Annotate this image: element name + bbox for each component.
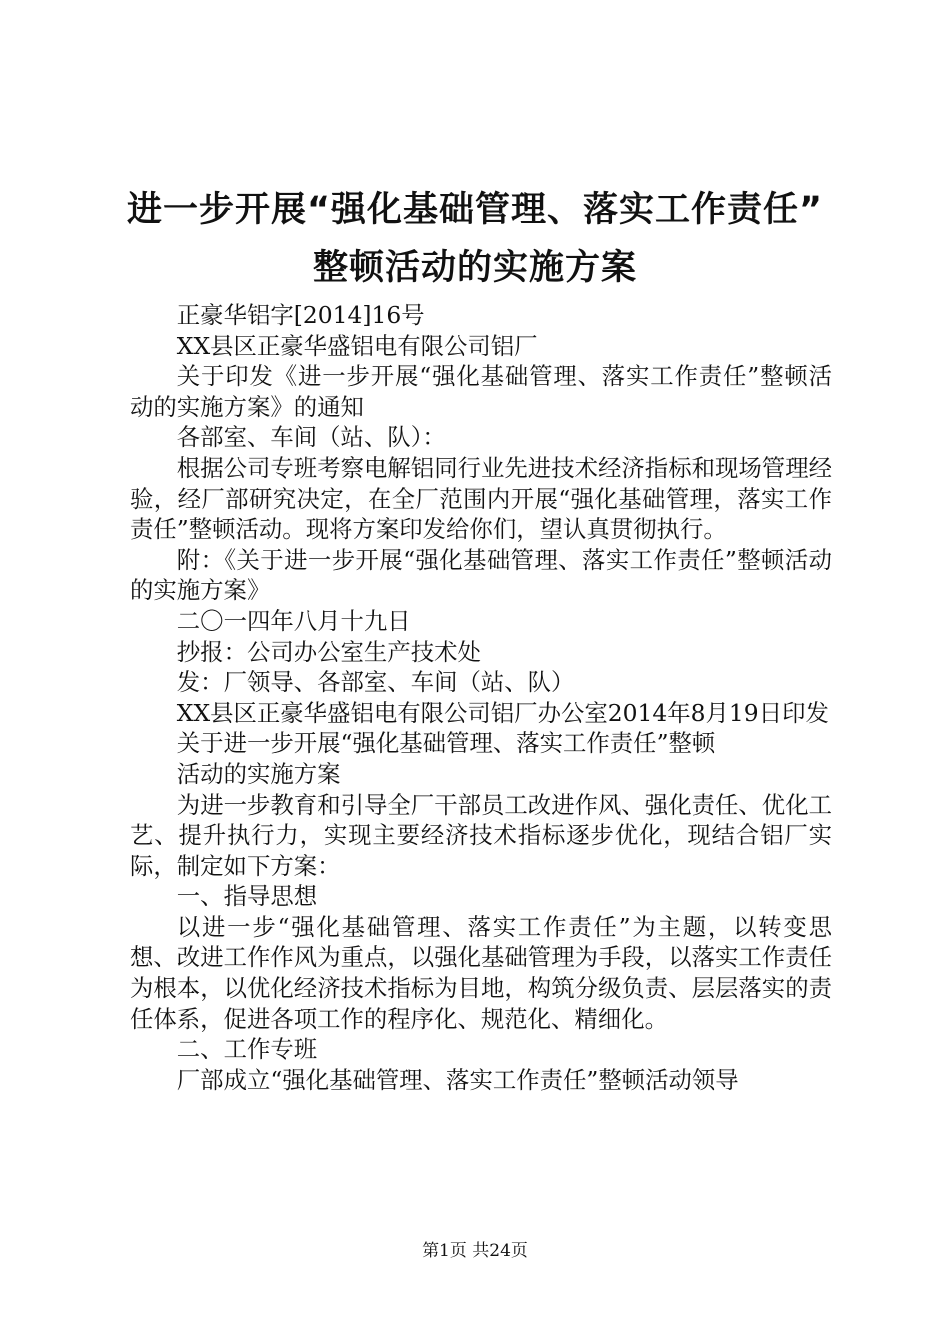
attachment-line: 附：《关于进一步开展“强化基础管理、落实工作责任”整顿活动的实施方案》 bbox=[130, 545, 832, 605]
section-heading-work-team: 二、工作专班 bbox=[176, 1035, 318, 1064]
recipients: 各部室、车间（站、队）： bbox=[176, 423, 446, 452]
document-title-line-2: 整顿活动的实施方案 bbox=[312, 248, 637, 288]
document-body bbox=[130, 300, 832, 1095]
distribution-line: 发：厂领导、各部室、车间（站、队） bbox=[176, 668, 575, 697]
plan-title-line-2: 活动的实施方案 bbox=[176, 759, 341, 788]
cc-line: 抄报：公司办公室生产技术处 bbox=[176, 637, 481, 666]
work-team-paragraph: 厂部成立“强化基础管理、落实工作责任”整顿活动领导 bbox=[176, 1065, 739, 1094]
section-heading-guiding-thought: 一、指导思想 bbox=[176, 882, 318, 911]
plan-title-line-1: 关于进一步开展“强化基础管理、落实工作责任”整顿 bbox=[176, 729, 716, 758]
plan-intro-paragraph: 为进一步教育和引导全厂干部员工改进作风、强化责任、优化工艺、提升执行力，实现主要经济技术指标逐步优化，现结合铝厂实际，制定如下方案： bbox=[130, 790, 832, 880]
page-footer: 第1页 共24页 bbox=[422, 1241, 528, 1261]
document-title-line-1: 进一步开展“强化基础管理、落实工作责任” bbox=[126, 190, 823, 230]
notice-title: 关于印发《进一步开展“强化基础管理、落实工作责任”整顿活动的实施方案》的通知 bbox=[130, 362, 832, 421]
guiding-thought-paragraph: 以进一步“强化基础管理、落实工作责任”为主题，以转变思想、改进工作作风为重点，以强化基础管理为手段，以落实工作责任为根本，以优化经济技术指标为目地，构筑分级负责、层层落实的责任体系，促进各项工作的程序化、规范化、精细化。 bbox=[130, 912, 832, 1033]
printed-by-line: XX县区正豪华盛铝电有限公司铝厂办公室2014年8月19日印发 bbox=[176, 698, 829, 727]
issue-date: 二〇一四年八月十九日 bbox=[176, 606, 411, 635]
notice-body-paragraph: 根据公司专班考察电解铝同行业先进技术经济指标和现场管理经验，经厂部研究决定，在全厂范围内开展“强化基础管理，落实工作责任”整顿活动。现将方案印发给你们，望认真贯彻执行。 bbox=[130, 453, 832, 544]
issuing-organization: XX县区正豪华盛铝电有限公司铝厂 bbox=[176, 331, 538, 360]
document-number: 正豪华铝字[2014]16号 bbox=[176, 301, 425, 329]
